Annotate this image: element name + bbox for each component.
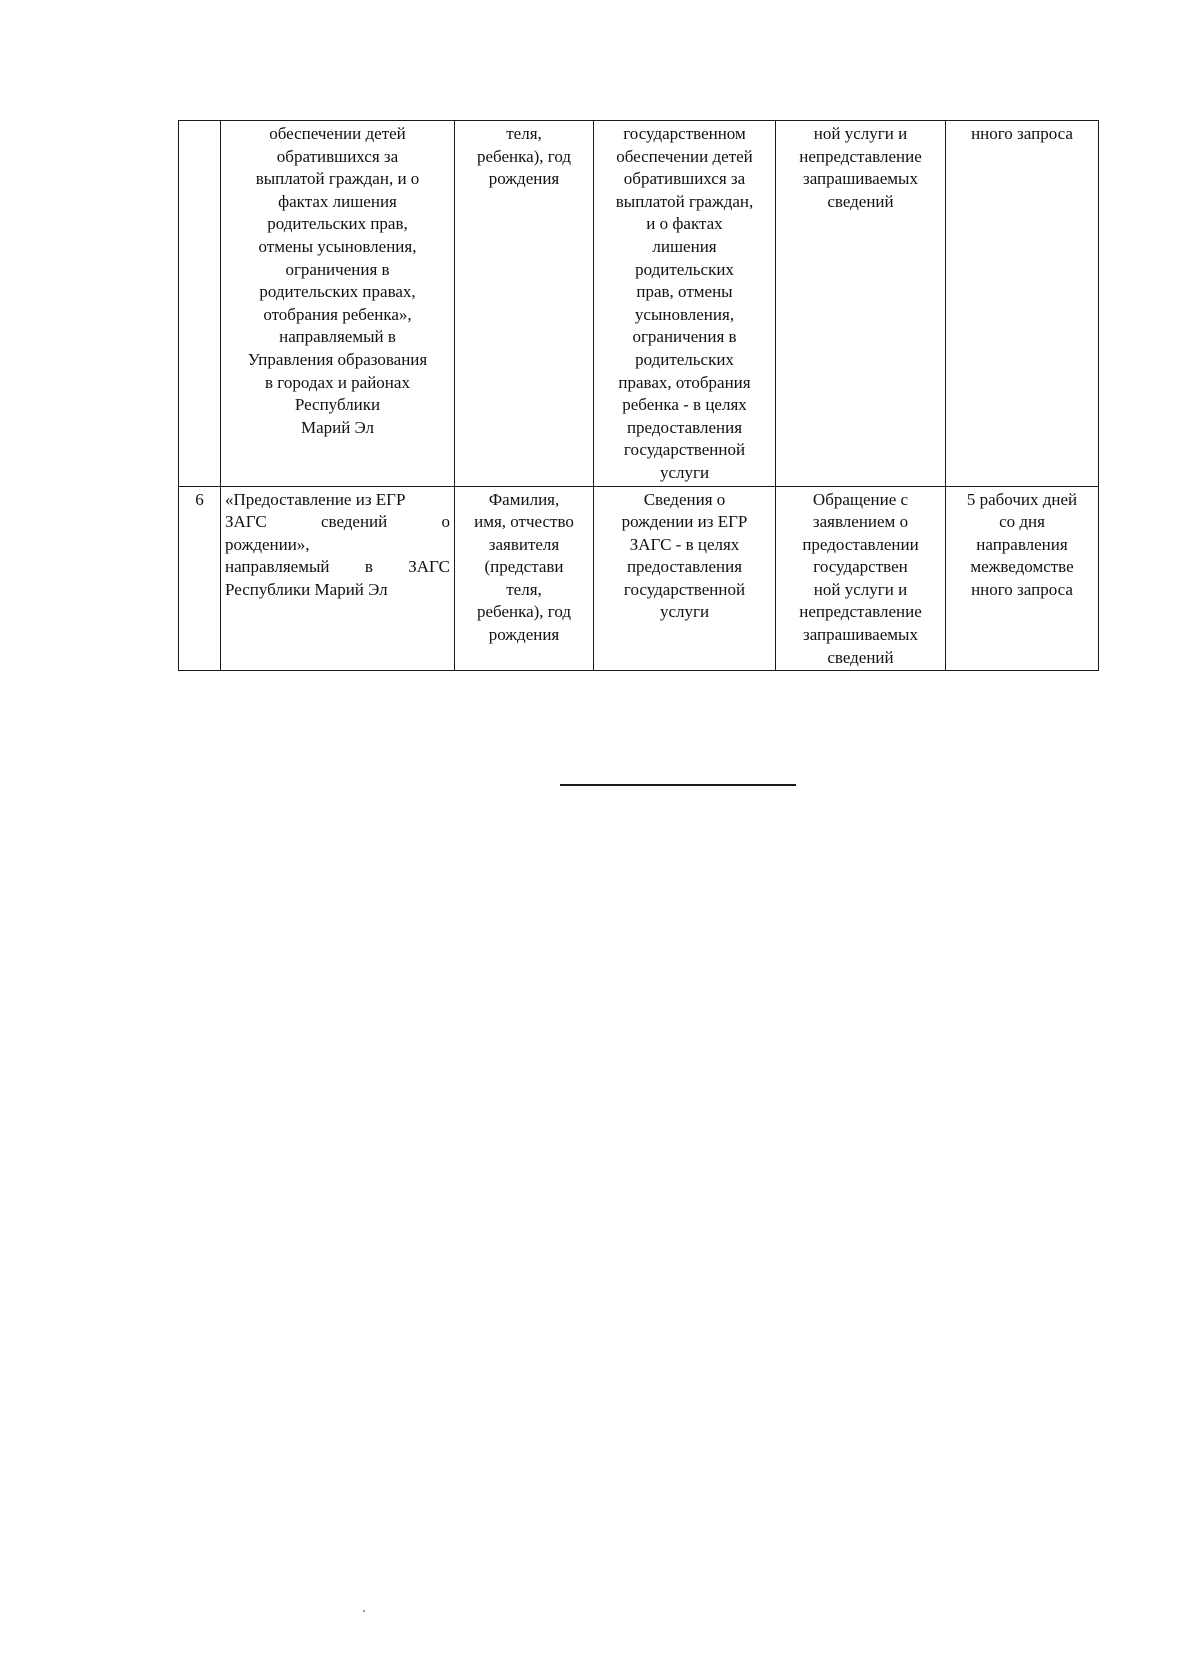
cell-text-line: обеспечении детей bbox=[269, 124, 406, 143]
cell-text-line: правах, отобрания bbox=[618, 372, 751, 392]
cell-text-line: государствен bbox=[813, 557, 908, 577]
cell-text-line: 5 рабочих дней bbox=[966, 489, 1078, 509]
request-name-cell bbox=[221, 121, 455, 487]
table-row-6 bbox=[179, 486, 1099, 671]
cell-text-line: нного запроса bbox=[971, 124, 1073, 143]
cell-text-line: ной услуги и bbox=[813, 579, 908, 599]
cell-text-line: (представи bbox=[484, 557, 564, 577]
cell-text-line: «Предоставление из ЕГР bbox=[225, 489, 406, 509]
cell-text-line: теля, bbox=[506, 579, 542, 599]
cell-text-line: теля, bbox=[506, 124, 542, 143]
cell-text-line: фактах лишения bbox=[278, 191, 397, 211]
cell-text-line: Марий Эл bbox=[300, 417, 375, 437]
cell-text-word: направляемый bbox=[225, 557, 330, 577]
cell-text-line: нного запроса bbox=[971, 579, 1073, 599]
cell-text-line: обратившихся за bbox=[276, 146, 399, 166]
cell-text-line: направляемый в bbox=[279, 327, 396, 347]
cell-text-line: Обращение с bbox=[812, 489, 909, 509]
cell-text-line: заявителя bbox=[488, 534, 560, 554]
cell-text-word: сведений bbox=[320, 512, 388, 532]
cell-text-line: межведомстве bbox=[970, 557, 1074, 577]
requested-info-cell bbox=[594, 121, 776, 487]
cell-text-line: обратившихся за bbox=[623, 169, 746, 189]
cell-text-line: лишения bbox=[652, 236, 717, 256]
row-number-cell: 6 bbox=[179, 486, 221, 671]
requested-data-cell bbox=[455, 486, 594, 671]
cell-text-line: ребенка - в целях bbox=[622, 395, 747, 415]
cell-text-line: Сведения о bbox=[643, 489, 726, 509]
cell-text-line: ограничения в bbox=[285, 259, 390, 279]
cell-text-line: выплатой граждан, bbox=[615, 191, 754, 211]
cell-text-line: сведений bbox=[827, 647, 894, 667]
services-table bbox=[178, 120, 1099, 671]
table-row-continued bbox=[179, 121, 1099, 487]
cell-text-line: ребенка), год bbox=[476, 602, 572, 622]
cell-text-line: предоставлении bbox=[802, 534, 919, 554]
cell-text-line: ЗАГС - в целях bbox=[629, 534, 740, 554]
closing-rule bbox=[560, 784, 796, 786]
scan-speck bbox=[363, 1610, 365, 1612]
cell-text-line: сведений bbox=[827, 191, 894, 211]
cell-text-line: имя, отчество bbox=[474, 512, 574, 532]
cell-text-line: родительских правах, bbox=[259, 282, 416, 302]
cell-text-line: непредставление bbox=[799, 146, 922, 166]
cell-text-line: рождения bbox=[488, 169, 560, 189]
cell-text-line: Республики bbox=[294, 395, 381, 415]
cell-text-line: обеспечении детей bbox=[616, 146, 753, 166]
cell-text-line: ной услуги и bbox=[813, 124, 908, 143]
row-number-cell bbox=[179, 121, 221, 487]
cell-text-word: ЗАГС bbox=[225, 512, 267, 532]
cell-text-line: предоставления bbox=[626, 417, 743, 437]
request-basis-cell bbox=[776, 121, 946, 487]
cell-text-line: отобрания ребенка», bbox=[263, 304, 412, 324]
cell-text-line: направления bbox=[976, 534, 1068, 554]
cell-text-line: Республики Марий Эл bbox=[225, 579, 388, 599]
cell-text-line: рождении из ЕГР bbox=[621, 512, 748, 532]
cell-text-line: и о фактах bbox=[646, 214, 723, 234]
cell-text-line: запрашиваемых bbox=[803, 625, 918, 645]
cell-text-line: заявлением о bbox=[812, 512, 909, 532]
requested-data-cell bbox=[455, 121, 594, 487]
cell-text-line: государственном bbox=[623, 124, 746, 143]
cell-text-line: услуги bbox=[659, 462, 710, 482]
request-basis-cell bbox=[776, 486, 946, 671]
cell-text-line bbox=[225, 511, 450, 534]
cell-text-line: родительских прав, bbox=[267, 214, 408, 234]
request-term-cell bbox=[946, 121, 1099, 487]
cell-text-line: ребенка), год bbox=[476, 146, 572, 166]
cell-text-line: родительских bbox=[635, 349, 734, 369]
cell-text-line: прав, отмены bbox=[636, 282, 733, 302]
cell-text-line: отмены усыновления, bbox=[258, 236, 417, 256]
cell-text-line bbox=[225, 556, 450, 579]
cell-text-line: родительских bbox=[635, 259, 734, 279]
cell-text-word: ЗАГС bbox=[408, 557, 450, 577]
cell-text-line: запрашиваемых bbox=[803, 169, 918, 189]
cell-text-word: о bbox=[441, 512, 450, 532]
cell-text-line: со дня bbox=[999, 512, 1045, 532]
cell-text-line: рождения bbox=[488, 625, 560, 645]
request-name-cell bbox=[221, 486, 455, 671]
cell-text-line: ограничения в bbox=[632, 327, 737, 347]
cell-text-line: усыновления, bbox=[634, 304, 735, 324]
cell-text-line: в городах и районах bbox=[265, 372, 410, 392]
cell-text-line: Фамилия, bbox=[488, 489, 560, 509]
cell-text-line: Управления образования bbox=[247, 349, 428, 369]
cell-text-line: государственной bbox=[623, 579, 746, 599]
request-term-cell bbox=[946, 486, 1099, 671]
cell-text-word: в bbox=[364, 557, 373, 577]
cell-text-line: услуги bbox=[659, 602, 710, 622]
cell-text-line: предоставления bbox=[626, 557, 743, 577]
cell-text-line: непредставление bbox=[799, 602, 922, 622]
cell-text-line: выплатой граждан, и о bbox=[255, 169, 420, 189]
cell-text-line: рождении», bbox=[225, 534, 310, 554]
cell-text-line: государственной bbox=[623, 440, 746, 460]
requested-info-cell bbox=[594, 486, 776, 671]
